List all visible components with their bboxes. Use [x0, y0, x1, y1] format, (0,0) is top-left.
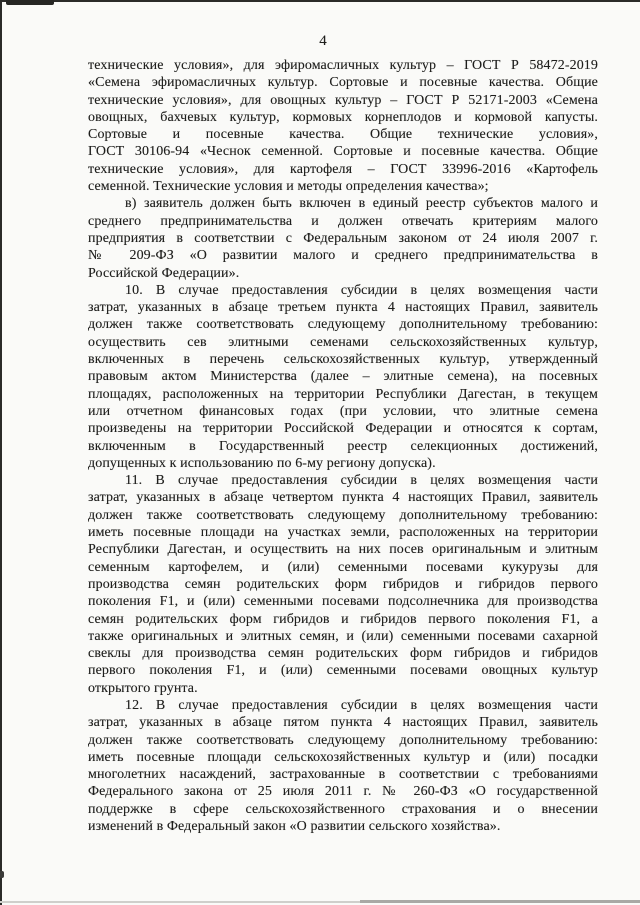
text-line: затрат, указанных в абзаце третьем пункта 4 настоящих Правил, заявитель — [88, 300, 598, 316]
paragraph — [88, 57, 598, 195]
text-line: должен также соответствовать следующему дополнительному требованию: — [88, 317, 598, 333]
text-line: затрат, указанных в абзаце четвертом пункта 4 настоящих Правил, заявитель — [88, 490, 598, 506]
text-line: технические условия», для эфиромасличных культур – ГОСТ Р 58472-2019 — [88, 58, 598, 73]
scan-edge-left — [0, 0, 2, 905]
text-line: включенным в Государственный реестр селекционных достижений, — [88, 438, 598, 454]
text-line: осуществить сев элитными семенами сельскохозяйственных культур, — [88, 334, 598, 350]
text-line: семенной. Технические условия и методы определения качества»; — [88, 179, 489, 195]
text-line: изменений в Федеральный закон «О развитии сельского хозяйства». — [88, 819, 501, 835]
text-line: правовым актом Министерства (далее – элитные семена), на посевных — [88, 369, 598, 385]
text-line: «Семена эфиромасличных культур. Сортовые и посевные качества. Общие — [88, 75, 598, 91]
text-line: иметь посевные площади сельскохозяйственных культур и (или) посадки — [88, 749, 598, 765]
text-line: Республики Дагестан, и осуществить на них посев оригинальным и элитным — [88, 542, 598, 558]
text-line: первого поколения F1, и (или) семенными посевами овощных культур — [88, 663, 598, 679]
scan-edge-bottom-left — [0, 901, 360, 903]
document-body — [88, 57, 598, 835]
text-line: открытого грунта. — [88, 680, 198, 696]
paragraph — [88, 472, 598, 697]
text-line: № 209-ФЗ «О развитии малого и среднего предпринимательства в — [88, 248, 598, 264]
text-line: поколения F1, и (или) семенными посевами подсолнечника для производства — [88, 594, 598, 610]
page-content — [88, 0, 598, 835]
text-line: или отчетном финансовых годах (при условии, что элитные семена — [88, 403, 598, 419]
text-line: 12. В случае предоставления субсидии в целях возмещения части — [125, 697, 598, 713]
text-line: поддержке в сфере сельскохозяйственного страхования и о внесении — [88, 801, 598, 817]
text-line: должен также соответствовать следующему дополнительному требованию: — [88, 507, 598, 523]
text-line: предприятия в соответствии с Федеральным законом от 24 июля 2007 г. — [88, 230, 598, 246]
text-line: произведены на территории Российской Федерации и относятся к сортам, — [88, 421, 598, 437]
page-number: 4 — [319, 33, 327, 49]
text-line: Федерального закона от 25 июля 2011 г. № 260-ФЗ «О государственной — [88, 784, 598, 800]
text-line: Российской Федерации». — [88, 265, 240, 281]
text-line: многолетних насаждений, застрахованные в соответствии с требованиями — [88, 767, 598, 783]
text-line: овощных, бахчевых культур, кормовых корнеплодов и кормовой капусты. — [88, 109, 598, 125]
text-line: 10. В случае предоставления субсидии в целях возмещения части — [125, 282, 598, 298]
text-line: среднего предпринимательства и должен отвечать критериям малого — [88, 213, 598, 229]
text-line: также оригинальных и элитных семян, и (или) семенными посевами сахарной — [88, 628, 598, 644]
text-line: затрат, указанных в абзаце пятом пункта 4 настоящих Правил, заявитель — [88, 715, 598, 731]
text-line: семян родительских форм гибридов и гибридов первого поколения F1, а — [88, 611, 598, 627]
text-line: семенным картофелем, и (или) семенными посевами кукурузы для — [88, 559, 598, 575]
text-line: 11. В случае предоставления субсидии в целях возмещения части — [125, 473, 598, 489]
text-line: Сортовые и посевные качества. Общие технические условия», — [88, 127, 598, 143]
text-line: производства семян родительских форм гибридов и гибридов первого — [88, 576, 598, 592]
text-line: допущенных к использованию по 6-му региону допуска). — [88, 455, 436, 471]
paragraph — [88, 282, 598, 472]
scan-edge-bottom-right — [360, 900, 640, 903]
paragraph — [88, 697, 598, 835]
text-line: площадях, расположенных на территории Республики Дагестан, в текущем — [88, 386, 598, 402]
paragraph — [88, 195, 598, 281]
text-line: технические условия», для овощных культур – ГОСТ Р 52171-2003 «Семена — [88, 92, 598, 108]
scan-edge-left-mark — [0, 871, 4, 878]
scan-edge-top-blob — [6, 0, 54, 5]
text-line: иметь посевные площади на участках земли, расположенных на территории — [88, 525, 598, 541]
text-line: должен также соответствовать следующему дополнительному требованию: — [88, 732, 598, 748]
text-line: в) заявитель должен быть включен в единый реестр субъектов малого и — [125, 196, 598, 212]
text-line: свеклы для производства семян родительских форм гибридов и гибридов — [88, 646, 598, 662]
text-line: технические условия», для картофеля – ГОСТ 33996-2016 «Картофель — [88, 161, 598, 177]
text-line: включенных в перечень сельскохозяйственных культур, утвержденный — [88, 352, 598, 368]
text-line: ГОСТ 30106-94 «Чеснок семенной. Сортовые и посевные качества. Общие — [88, 144, 598, 160]
